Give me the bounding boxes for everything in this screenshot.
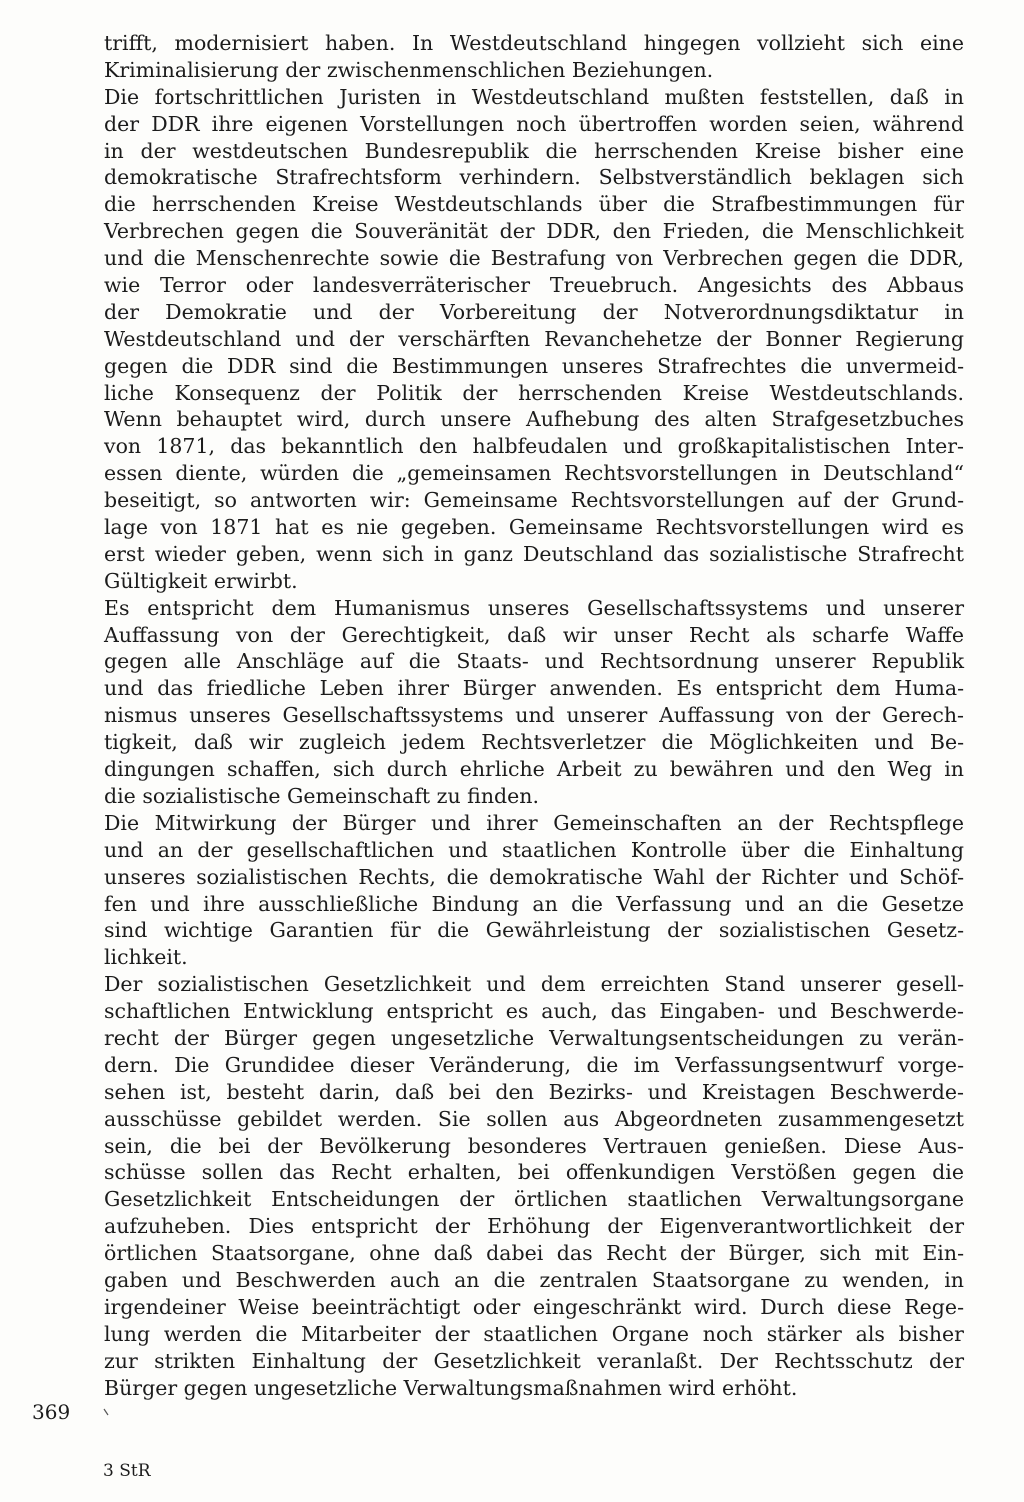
text-line: fen und ihre ausschließliche Bindung an die Verfassung und an die Gesetze xyxy=(104,891,964,916)
text-line: und die Menschenrechte sowie die Bestrafung von Verbrechen gegen die DDR, xyxy=(104,246,964,271)
text-line: von 1871, das bekanntlich den halbfeudalen und großkapitalistischen Inter- xyxy=(104,434,964,459)
text-line: örtlichen Staatsorgane, ohne daß dabei das Recht der Bürger, sich mit Ein- xyxy=(104,1241,964,1266)
paragraph xyxy=(104,30,964,84)
text-line: beseitigt, so antworten wir: Gemeinsame Rechtsvorstellungen auf der Grund- xyxy=(104,488,964,513)
text-line: Die fortschrittlichen Juristen in Westdeutschland mußten feststellen, daß in xyxy=(104,84,964,109)
body-text xyxy=(104,30,964,1401)
text-line: zur strikten Einhaltung der Gesetzlichkeit veranlaßt. Der Rechtsschutz der xyxy=(104,1348,964,1373)
text-line: tigkeit, daß wir zugleich jedem Rechtsverletzer die Möglichkeiten und Be- xyxy=(104,730,964,755)
text-line: Gültigkeit erwirbt. xyxy=(104,568,298,593)
text-line: Auffassung von der Gerechtigkeit, daß wir unser Recht als scharfe Waffe xyxy=(104,622,964,647)
paragraph xyxy=(104,810,964,971)
text-line: gegen alle Anschläge auf die Staats- und Rechtsordnung unserer Republik xyxy=(104,649,964,674)
text-line: Die Mitwirkung der Bürger und ihrer Gemeinschaften an der Rechtspflege xyxy=(104,810,964,835)
text-line: schüsse sollen das Recht erhalten, bei offenkundigen Verstößen gegen die xyxy=(104,1160,964,1185)
text-line: Wenn behauptet wird, durch unsere Aufhebung des alten Strafgesetzbuches xyxy=(104,407,964,432)
text-line: unseres sozialistischen Rechts, die demokratische Wahl der Richter und Schöf- xyxy=(104,864,964,889)
text-line: sehen ist, besteht darin, daß bei den Bezirks- und Kreistagen Beschwerde- xyxy=(104,1079,964,1104)
paragraph xyxy=(104,595,964,810)
text-line: liche Konsequenz der Politik der herrschenden Kreise Westdeutschlands. xyxy=(104,380,964,405)
text-line: die sozialistische Gemeinschaft zu finden. xyxy=(104,783,540,808)
text-line: nismus unseres Gesellschaftssystems und unserer Auffassung von der Gerech- xyxy=(104,703,964,728)
text-line: sind wichtige Garantien für die Gewährleistung der sozialistischen Gesetz- xyxy=(104,918,964,943)
text-line: aufzuheben. Dies entspricht der Erhöhung der Eigenverantwortlichkeit der xyxy=(104,1214,964,1239)
text-line: gegen die DDR sind die Bestimmungen unseres Strafrechtes die unvermeid- xyxy=(104,353,964,378)
text-line: demokratische Strafrechtsform verhindern. Selbstverständlich beklagen sich xyxy=(104,165,964,190)
text-line: Westdeutschland und der verschärften Revanchehetze der Bonner Regierung xyxy=(104,326,964,351)
text-line: die herrschenden Kreise Westdeutschlands über die Strafbestimmungen für xyxy=(104,192,964,217)
text-line: Kriminalisierung der zwischenmenschlichen Beziehungen. xyxy=(104,57,714,82)
text-line: dingungen schaffen, sich durch ehrliche Arbeit zu bewähren und den Weg in xyxy=(104,757,964,782)
text-line: Gesetzlichkeit Entscheidungen der örtlichen staatlichen Verwaltungsorgane xyxy=(104,1187,964,1212)
text-line: lage von 1871 hat es nie gegeben. Gemeinsame Rechtsvorstellungen wird es xyxy=(104,515,964,540)
text-line: schaftlichen Entwicklung entspricht es auch, das Eingaben- und Beschwerde- xyxy=(104,999,964,1024)
text-line: trifft, modernisiert haben. In Westdeutschland hingegen vollzieht sich eine xyxy=(104,31,964,55)
text-line: Bürger gegen ungesetzliche Verwaltungsmaßnahmen wird erhöht. xyxy=(104,1375,798,1400)
text-line: lung werden die Mitarbeiter der staatlichen Organe noch stärker als bisher xyxy=(104,1321,964,1346)
text-line: und an der gesellschaftlichen und staatlichen Kontrolle über die Einhaltung xyxy=(104,837,964,862)
paragraph xyxy=(104,84,964,595)
text-line: erst wieder geben, wenn sich in ganz Deutschland das sozialistische Strafrecht xyxy=(104,541,964,566)
text-line: sein, die bei der Bevölkerung besonderes Vertrauen genießen. Diese Aus- xyxy=(104,1133,964,1158)
text-line: lichkeit. xyxy=(104,945,188,970)
stray-ink-mark xyxy=(103,1408,109,1416)
text-line: in der westdeutschen Bundesrepublik die herrschenden Kreise bisher eine xyxy=(104,138,964,163)
text-line: Es entspricht dem Humanismus unseres Gesellschaftssystems und unserer xyxy=(104,595,964,620)
text-line: der DDR ihre eigenen Vorstellungen noch übertroffen worden seien, während xyxy=(104,111,964,136)
signature-mark: 3 StR xyxy=(103,1461,151,1481)
text-line: und das friedliche Leben ihrer Bürger anwenden. Es entspricht dem Huma- xyxy=(104,676,964,701)
paragraph xyxy=(104,971,964,1401)
text-line: essen diente, würden die „gemeinsamen Rechtsvorstellungen in Deutschland“ xyxy=(104,461,964,486)
text-line: dern. Die Grundidee dieser Veränderung, die im Verfassungsentwurf vorge- xyxy=(104,1052,964,1077)
text-line: Der sozialistischen Gesetzlichkeit und dem erreichten Stand unserer gesell- xyxy=(104,972,964,997)
text-line: ausschüsse gebildet werden. Sie sollen aus Abgeordneten zusammengesetzt xyxy=(104,1106,964,1131)
text-line: Verbrechen gegen die Souveränität der DDR, den Frieden, die Menschlichkeit xyxy=(104,219,964,244)
text-line: gaben und Beschwerden auch an die zentralen Staatsorgane zu wenden, in xyxy=(104,1267,964,1292)
text-line: recht der Bürger gegen ungesetzliche Verwaltungsentscheidungen zu verän- xyxy=(104,1025,964,1050)
page-number: 369 xyxy=(32,1400,71,1424)
text-line: irgendeiner Weise beeinträchtigt oder eingeschränkt wird. Durch diese Rege- xyxy=(104,1294,964,1319)
text-line: der Demokratie und der Vorbereitung der Notverordnungsdiktatur in xyxy=(104,299,964,324)
text-line: wie Terror oder landesverräterischer Treuebruch. Angesichts des Abbaus xyxy=(104,273,964,298)
